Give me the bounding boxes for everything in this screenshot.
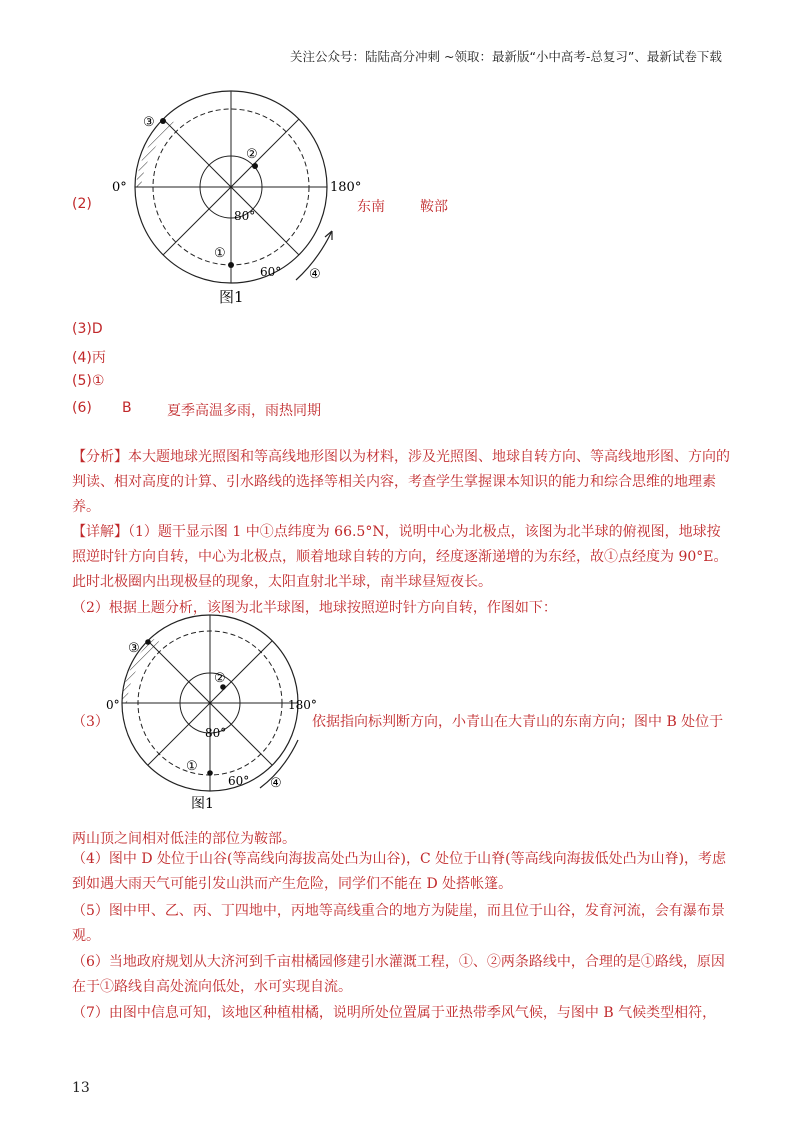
point-2-dot	[252, 163, 258, 169]
detail-p2: （2）根据上题分析，该图为北半球图，地球按照逆时针方向自转，作图如下：	[72, 600, 557, 616]
detail-p6: （6）当地政府规划从大济河到千亩柑橘园修建引水灌溉工程，①、②两条路线中，合理的是①路线，原因在于①路线自高处流向低处，水可实现自流。	[72, 954, 725, 995]
label-0-degree-b: 0°	[106, 698, 120, 712]
marker-3: ③	[143, 115, 155, 130]
marker-4-b: ④	[270, 776, 282, 791]
label-80-degree-b: 80°	[205, 726, 227, 740]
night-hatch-region	[136, 120, 177, 187]
detail-title: 【详解】	[72, 524, 128, 540]
marker-2-b: ②	[214, 671, 226, 686]
marker-4: ④	[309, 267, 321, 282]
detail-p5: （5）图中甲、乙、丙、丁四地中，丙地等高线重合的地方为陡崖，而且位于山谷，发育河流，会有瀑布景观。	[72, 903, 725, 944]
point-3-dot	[160, 118, 166, 124]
label-180-degree: 180°	[330, 180, 362, 195]
page-number: 13	[72, 1080, 90, 1096]
answer-2-number: (2)	[72, 196, 92, 212]
point-1-dot	[228, 262, 234, 268]
answer-2-direction: 东南	[357, 199, 385, 215]
detail-p7: （7）由图中信息可知，该地区种植柑橘，说明所处位置属于亚热带季风气候，与图中 B 气候类型相符，	[72, 1005, 717, 1021]
detail-paragraph-1	[72, 520, 732, 595]
answer-2-term: 鞍部	[420, 199, 448, 215]
detail-p4: （4）图中 D 处位于山谷(等高线向海拔高处凸为山谷)，C 处位于山脊(等高线向海拔低处凸为山脊)，考虑到如遇大雨天气可能引发山洪而产生危险，同学们不能在 D 处搭帐篷。	[72, 851, 727, 892]
answer-3: (3)D	[72, 321, 103, 337]
page-header: 关注公众号：陆陆高分冲刺 ~领取：最新版“小中高考-总复习”、最新试卷下载	[290, 49, 722, 64]
analysis-paragraph	[72, 445, 732, 520]
marker-1: ①	[214, 246, 226, 261]
answer-4: (4)丙	[72, 350, 106, 366]
answer-5: (5)①	[72, 373, 105, 389]
figure-1-top	[110, 100, 362, 310]
analysis-title: 【分析】	[72, 449, 128, 465]
label-180-degree-b: 180°	[288, 698, 317, 712]
label-60-degree-b: 60°	[228, 774, 250, 788]
detail-p3-a: 依据指向标判断方向，小青山在大青山的东南方向；图中 B 处位于	[312, 714, 724, 730]
label-60-degree: 60°	[260, 265, 282, 279]
answer-6-number: (6)	[72, 400, 92, 416]
figure-1-caption: 图1	[219, 288, 244, 306]
detail-p3-b: 两山顶之间相对低洼的部位为鞍部。	[72, 831, 296, 847]
analysis-text: 本大题地球光照图和等高线地形图以为材料，涉及光照图、地球自转方向、等高线地形图、方向的判读、相对高度的计算、引水路线的选择等相关内容，考查学生掌握课本知识的能力和综合思维的地理素养。	[72, 449, 730, 515]
label-80-degree: 80°	[234, 209, 256, 223]
answer-6-text: 夏季高温多雨，雨热同期	[167, 403, 321, 419]
detail-p3-number: （3）	[72, 714, 109, 730]
figure-1-caption-b: 图1	[191, 796, 214, 812]
marker-2: ②	[246, 147, 258, 162]
marker-3-b: ③	[128, 641, 140, 656]
answer-6-letter: B	[122, 400, 132, 416]
marker-1-b: ①	[186, 759, 198, 774]
detail-p1: （1）题干显示图 1 中①点纬度为 66.5°N，说明中心为北极点，该图为北半球的俯视图，地球按照逆时针方向自转，中心为北极点，顺着地球自转的方向，经度逐渐递增的为东经，故①点经度为 90°E。此时北极圈内出现极昼的现象，太阳直射北半球，南半球昼短夜长。	[72, 524, 728, 590]
figure-1-bottom	[102, 620, 322, 815]
label-0-degree: 0°	[112, 180, 127, 195]
